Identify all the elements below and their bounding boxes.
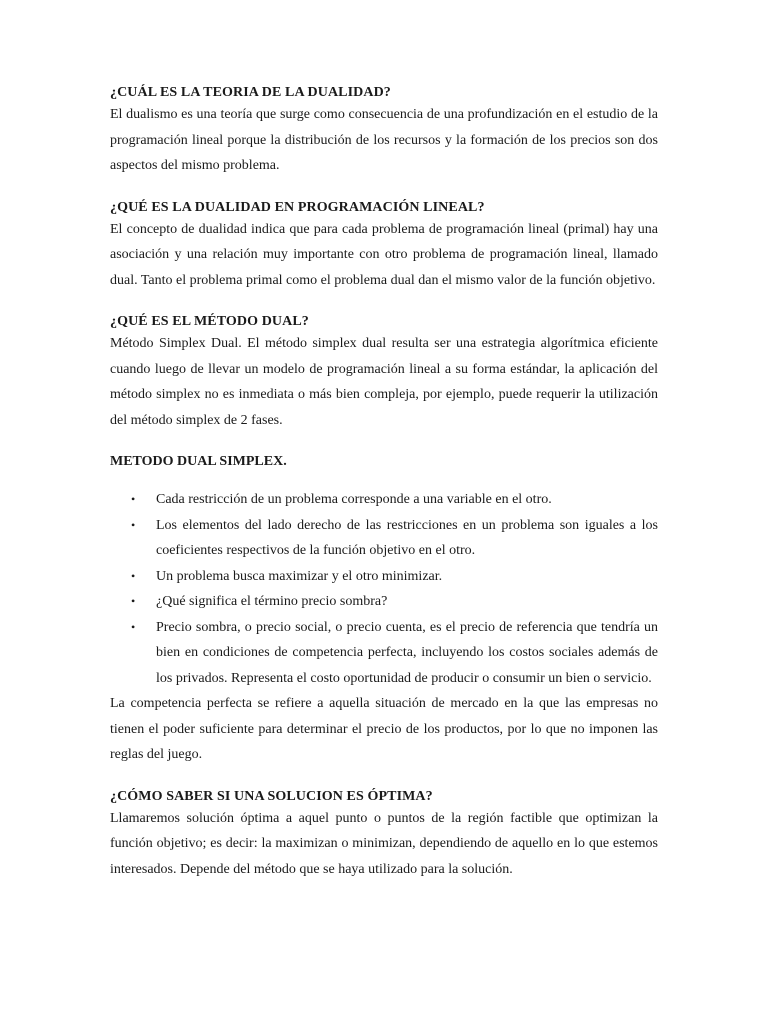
closing-paragraph: La competencia perfecta se refiere a aquella situación de mercado en la que las empresas no tienen el poder suficiente para determinar el precio de los productos, por lo que no imponen las reglas del juego. (110, 696, 658, 762)
section-duality-linear-programming (110, 199, 658, 294)
list-item (110, 564, 658, 590)
list-item-text: Un problema busca maximizar y el otro minimizar. (156, 568, 443, 584)
section-dual-simplex (110, 453, 658, 768)
document-page (110, 84, 658, 882)
bullet-icon: • (131, 619, 136, 634)
list-item (110, 615, 658, 692)
section-heading: ¿QUÉ ES EL MÉTODO DUAL? (110, 314, 309, 329)
section-heading: ¿CÓMO SABER SI UNA SOLUCION ES ÓPTIMA? (110, 788, 433, 804)
bullet-list (110, 487, 658, 691)
section-optimal-solution (110, 788, 658, 883)
section-duality-theory (110, 84, 658, 179)
section-heading: METODO DUAL SIMPLEX. (110, 454, 287, 469)
bullet-icon: • (131, 517, 136, 532)
bullet-icon: • (131, 492, 136, 506)
list-item-text: Precio sombra, o precio social, o precio cuenta, es el precio de referencia que tendría un bien en condiciones de competencia perfecta, incluyendo los costos sociales además de los privados. Representa el costo oportunidad de producir o consumir un bien o servicio. (156, 619, 658, 686)
section-heading: ¿QUÉ ES LA DUALIDAD EN PROGRAMACIÓN LINEAL? (110, 199, 485, 215)
section-paragraph: El dualismo es una teoría que surge como consecuencia de una profundización en el estudio de la programación lineal porque la distribución de los recursos y la formación de los precios son dos aspectos del mismo problema. (110, 107, 658, 173)
list-item-text: Los elementos del lado derecho de las restricciones en un problema son iguales a los coeficientes respectivos de la función objetivo en el otro. (156, 517, 658, 558)
section-paragraph: Método Simplex Dual. El método simplex dual resulta ser una estrategia algorítmica eficiente cuando luego de llevar un modelo de programación lineal a su forma estándar, la aplicación del método simplex no es inmediata o más bien compleja, por ejemplo, puede requerir la utilización del método simplex de 2 fases. (110, 336, 658, 428)
section-paragraph: Llamaremos solución óptima a aquel punto o puntos de la región factible que optimizan la función objetivo; es decir: la maximizan o minimizan, dependiendo de aquello en lo que estemos interesados. Depende del método que se haya utilizado para la solución. (110, 810, 658, 877)
list-item-text: Cada restricción de un problema corresponde a una variable en el otro. (156, 492, 552, 507)
bullet-icon: • (131, 594, 136, 608)
bullet-icon: • (131, 568, 136, 583)
section-paragraph: El concepto de dualidad indica que para cada problema de programación lineal (primal) hay una asociación y una relación muy importante con otro problema de programación lineal, llamado dual. Tanto el problema primal como el problema dual dan el mismo valor de la función objetivo. (110, 221, 658, 288)
section-dual-method (110, 313, 658, 433)
list-item (110, 487, 658, 513)
section-heading: ¿CUÁL ES LA TEORIA DE LA DUALIDAD? (110, 85, 391, 100)
list-item-text: ¿Qué significa el término precio sombra? (156, 594, 388, 609)
list-item (110, 589, 658, 615)
list-item (110, 513, 658, 564)
